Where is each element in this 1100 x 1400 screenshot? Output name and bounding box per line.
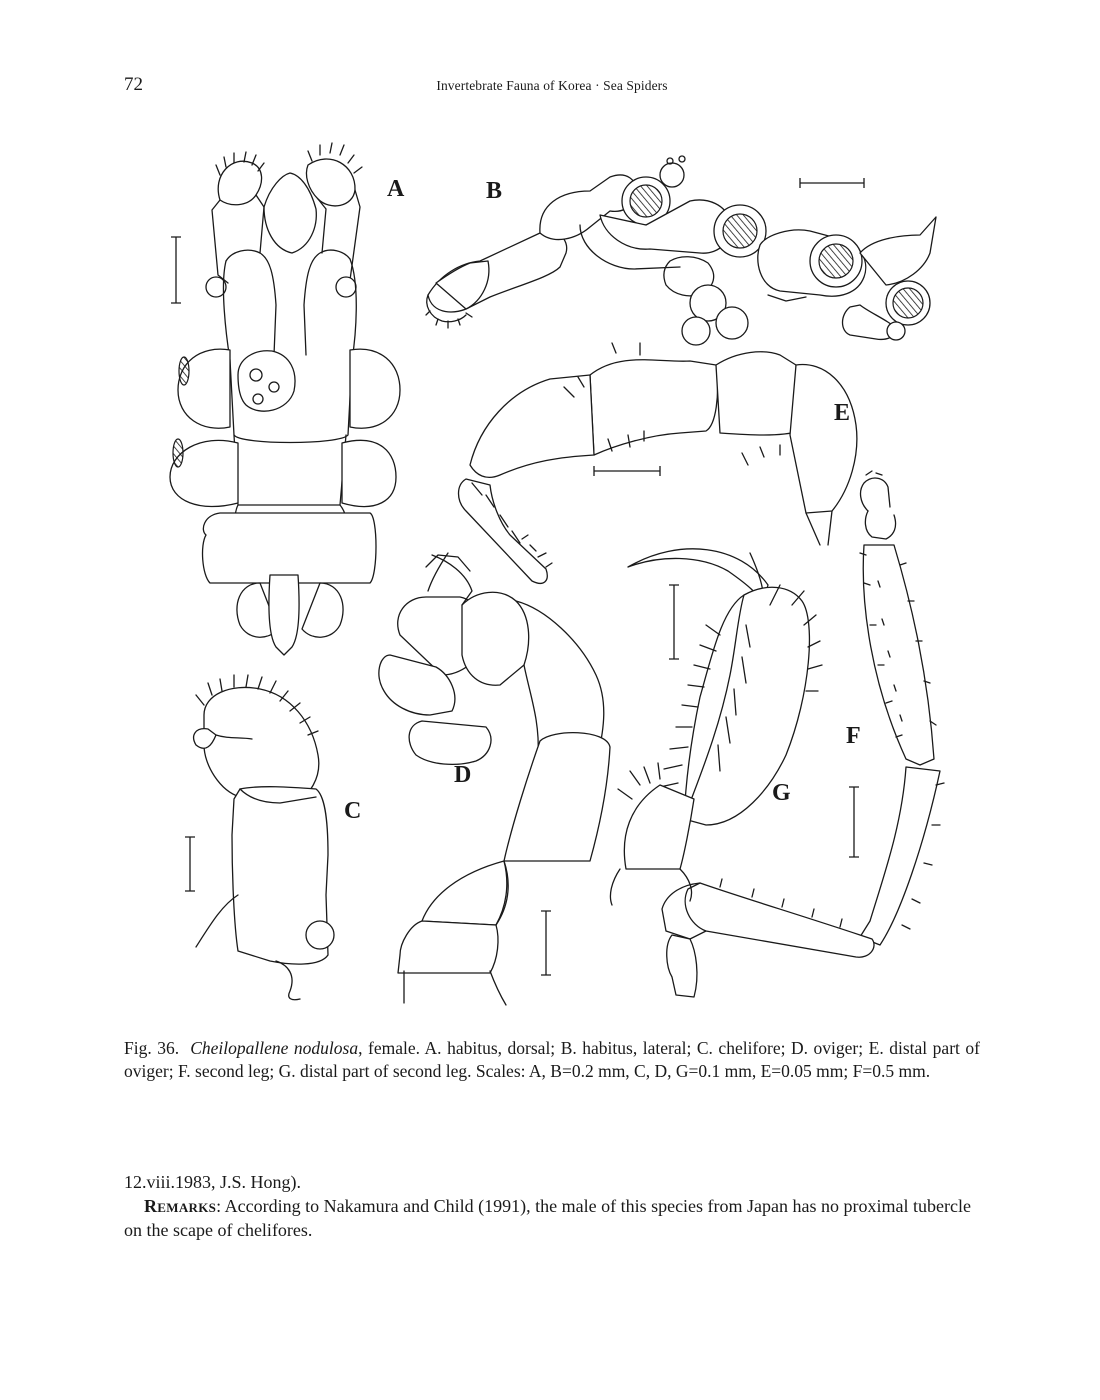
page-number: 72 [124, 74, 143, 95]
panel-label-e: E [834, 400, 851, 426]
panel-label-a: A [387, 176, 405, 202]
panel-c-drawing [185, 675, 334, 1000]
caption-text: , female. A. habitus, dorsal; B. habitus, lateral; C. chelifore; D. oviger; E. distal part of oviger; F. second leg; G. distal part of second leg. Scales: A, B=0.2 mm, C, D, G=0.1 mm, E=0.05 mm; F=0.5 mm. [124, 1038, 980, 1081]
figure-plate [160, 135, 960, 1010]
panel-label-c: C [344, 798, 362, 824]
remarks-text: : According to Nakamura and Child (1991), the male of this species from Japan has no proximal tubercle on the scape of chelifores. [124, 1196, 971, 1240]
remarks-label: Remarks [144, 1196, 217, 1216]
figure-drawing [160, 135, 960, 1010]
caption-species: Cheilopallene nodulosa [190, 1038, 359, 1058]
panel-b-drawing [426, 156, 936, 345]
panel-d-drawing [379, 553, 610, 1005]
running-title: Invertebrate Fauna of Korea · Sea Spiders [436, 78, 668, 93]
collection-record: 12.viii.1983, J.S. Hong). [124, 1172, 302, 1192]
panel-label-f: F [846, 723, 861, 749]
panel-e-drawing [459, 343, 857, 583]
panel-label-b: B [486, 178, 503, 204]
body-text [124, 1170, 980, 1242]
panel-a-drawing [170, 143, 400, 655]
figure-caption [124, 1037, 980, 1083]
remarks-paragraph [124, 1194, 980, 1242]
panel-label-g: G [772, 780, 791, 806]
panel-g-drawing [610, 549, 822, 905]
panel-label-d: D [454, 762, 472, 788]
caption-fig-label: Fig. 36. [124, 1038, 180, 1058]
